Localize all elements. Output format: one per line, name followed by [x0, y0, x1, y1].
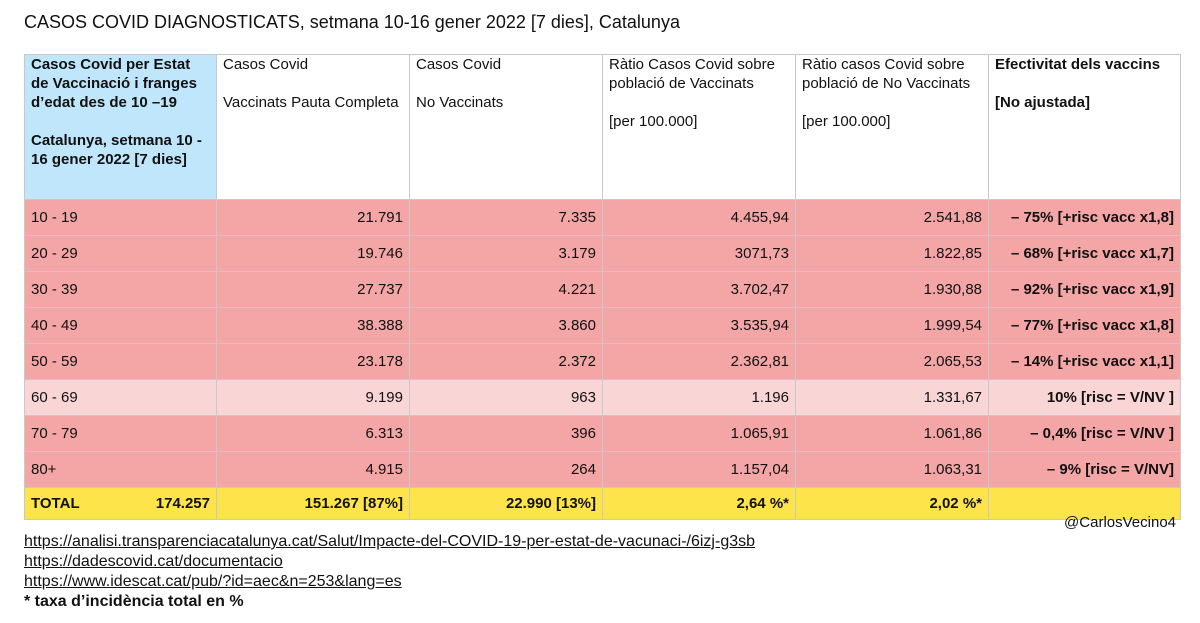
table-row [25, 308, 1181, 344]
ratio-vaccinated-cell: 4.455,94 [603, 200, 796, 236]
header-ratio-unvaccinated [796, 55, 989, 200]
header-text: Casos Covid per Estat de Vaccinació i franges d’edat des de 10 –19 [31, 56, 197, 111]
total-all-cell [25, 488, 217, 520]
source-link[interactable]: https://www.idescat.cat/pub/?id=aec&n=253&lang=es [24, 573, 402, 590]
source-link[interactable]: https://analisi.transparenciacatalunya.cat/Salut/Impacte-del-COVID-19-per-estat-de-vacunaci-/6izj-g3sb [24, 533, 756, 550]
unvaccinated-cases-cell: 4.221 [410, 272, 603, 308]
header-vaccinated-cases [217, 55, 410, 200]
sources-section [24, 532, 755, 612]
ratio-vaccinated-cell: 3.535,94 [603, 308, 796, 344]
ratio-unvaccinated-cell: 2.065,53 [796, 344, 989, 380]
age-cell: 30 - 39 [25, 272, 217, 308]
age-cell: 80+ [25, 452, 217, 488]
vaccinated-cases-cell: 9.199 [217, 380, 410, 416]
vaccinated-cases-cell: 23.178 [217, 344, 410, 380]
effectiveness-cell: – 77% [+risc vacc x1,8] [989, 308, 1181, 344]
header-text: Efectivitat dels vaccins [995, 56, 1161, 73]
effectiveness-cell: – 14% [+risc vacc x1,1] [989, 344, 1181, 380]
ratio-vaccinated-cell: 1.157,04 [603, 452, 796, 488]
effectiveness-cell: 10% [risc = V/NV ] [989, 380, 1181, 416]
ratio-vaccinated-cell: 1.196 [603, 380, 796, 416]
unvaccinated-cases-cell: 264 [410, 452, 603, 488]
table-row [25, 380, 1181, 416]
page-title: CASOS COVID DIAGNOSTICATS, setmana 10-16 gener 2022 [7 dies], Catalunya [24, 12, 680, 32]
unvaccinated-cases-cell: 3.179 [410, 236, 603, 272]
unvaccinated-cases-cell: 3.860 [410, 308, 603, 344]
total-ratio-vaccinated-cell: 2,64 %* [603, 488, 796, 520]
ratio-vaccinated-cell: 2.362,81 [603, 344, 796, 380]
header-text: Ràtio casos Covid sobre població de No Vaccinats [802, 56, 971, 92]
age-cell: 40 - 49 [25, 308, 217, 344]
ratio-unvaccinated-cell: 1.063,31 [796, 452, 989, 488]
header-vaccine-effectiveness [989, 55, 1181, 200]
ratio-vaccinated-cell: 1.065,91 [603, 416, 796, 452]
header-text: Catalunya, setmana 10 - 16 gener 2022 [7 dies] [31, 132, 202, 168]
age-cell: 10 - 19 [25, 200, 217, 236]
header-text: [per 100.000] [609, 113, 698, 130]
age-cell: 20 - 29 [25, 236, 217, 272]
source-link[interactable]: https://dadescovid.cat/documentacio [24, 553, 283, 570]
vaccinated-cases-cell: 21.791 [217, 200, 410, 236]
vaccinated-cases-cell: 19.746 [217, 236, 410, 272]
effectiveness-cell: – 0,4% [risc = V/NV ] [989, 416, 1181, 452]
age-cell: 60 - 69 [25, 380, 217, 416]
header-unvaccinated-cases [410, 55, 603, 200]
table-row [25, 452, 1181, 488]
total-row [25, 488, 1181, 520]
table-row [25, 200, 1181, 236]
header-text: Vaccinats Pauta Completa [223, 94, 399, 111]
table-row [25, 272, 1181, 308]
ratio-unvaccinated-cell: 1.930,88 [796, 272, 989, 308]
total-vaccinated-cell: 151.267 [87%] [217, 488, 410, 520]
unvaccinated-cases-cell: 7.335 [410, 200, 603, 236]
vaccinated-cases-cell: 38.388 [217, 308, 410, 344]
ratio-unvaccinated-cell: 2.541,88 [796, 200, 989, 236]
ratio-unvaccinated-cell: 1.822,85 [796, 236, 989, 272]
header-text: Ràtio Casos Covid sobre població de Vaccinats [609, 56, 775, 92]
unvaccinated-cases-cell: 963 [410, 380, 603, 416]
ratio-unvaccinated-cell: 1.061,86 [796, 416, 989, 452]
table-header-row [25, 55, 1181, 200]
footnote: * taxa d’incidència total en % [24, 593, 244, 610]
table-row [25, 344, 1181, 380]
ratio-unvaccinated-cell: 1.999,54 [796, 308, 989, 344]
header-text: Casos Covid [416, 56, 502, 73]
ratio-vaccinated-cell: 3071,73 [603, 236, 796, 272]
covid-cases-table [24, 54, 1181, 520]
table-row [25, 236, 1181, 272]
age-cell: 50 - 59 [25, 344, 217, 380]
total-all-value: 174.257 [155, 495, 210, 512]
unvaccinated-cases-cell: 2.372 [410, 344, 603, 380]
table-row [25, 416, 1181, 452]
effectiveness-cell: – 68% [+risc vacc x1,7] [989, 236, 1181, 272]
header-ratio-vaccinated [603, 55, 796, 200]
effectiveness-cell: – 9% [risc = V/NV] [989, 452, 1181, 488]
vaccinated-cases-cell: 6.313 [217, 416, 410, 452]
total-ratio-unvaccinated-cell: 2,02 %* [796, 488, 989, 520]
ratio-unvaccinated-cell: 1.331,67 [796, 380, 989, 416]
ratio-vaccinated-cell: 3.702,47 [603, 272, 796, 308]
total-unvaccinated-cell: 22.990 [13%] [410, 488, 603, 520]
effectiveness-cell: – 92% [+risc vacc x1,9] [989, 272, 1181, 308]
header-age-group [25, 55, 217, 200]
unvaccinated-cases-cell: 396 [410, 416, 603, 452]
header-text: [per 100.000] [802, 113, 891, 130]
header-text: No Vaccinats [416, 94, 504, 111]
age-cell: 70 - 79 [25, 416, 217, 452]
header-text: Casos Covid [223, 56, 309, 73]
vaccinated-cases-cell: 27.737 [217, 272, 410, 308]
header-text: [No ajustada] [995, 94, 1091, 111]
total-label: TOTAL [31, 495, 80, 512]
effectiveness-cell: – 75% [+risc vacc x1,8] [989, 200, 1181, 236]
author-signature: @CarlosVecino4 [1064, 514, 1176, 531]
vaccinated-cases-cell: 4.915 [217, 452, 410, 488]
